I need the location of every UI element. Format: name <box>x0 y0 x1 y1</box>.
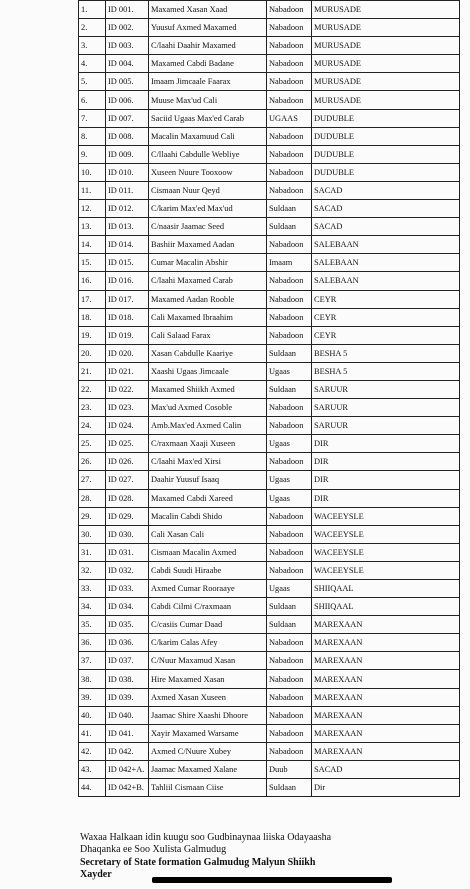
name-cell: Tahliil Cismaan Ciise <box>149 779 267 797</box>
row-number-cell: 20. <box>79 344 106 362</box>
id-cell: ID 015. <box>106 254 149 272</box>
row-number-cell: 17. <box>79 290 106 308</box>
name-cell: Axmed Xasan Xuseen <box>149 688 267 706</box>
table-row <box>79 489 460 507</box>
table-row <box>79 200 460 218</box>
table-row <box>79 688 460 706</box>
row-number-cell: 34. <box>79 598 106 616</box>
title-cell: Nabadoon <box>267 127 312 145</box>
id-cell: ID 035. <box>106 616 149 634</box>
clan-cell: MAREXAAN <box>312 706 460 724</box>
id-cell: ID 041. <box>106 724 149 742</box>
clan-cell: SACAD <box>312 200 460 218</box>
table-row <box>79 1 460 19</box>
clan-cell: SACAD <box>312 760 460 778</box>
title-cell: Nabadoon <box>267 326 312 344</box>
title-cell: Ugaas <box>267 489 312 507</box>
id-cell: ID 036. <box>106 634 149 652</box>
row-number-cell: 39. <box>79 688 106 706</box>
name-cell: Cabdi Cilmi C/raxmaan <box>149 598 267 616</box>
title-cell: Suldaan <box>267 616 312 634</box>
title-cell: Nabadoon <box>267 417 312 435</box>
table-row <box>79 471 460 489</box>
id-cell: ID 039. <box>106 688 149 706</box>
clan-cell: MAREXAAN <box>312 670 460 688</box>
id-cell: ID 007. <box>106 109 149 127</box>
row-number-cell: 8. <box>79 127 106 145</box>
clan-cell: SALEBAAN <box>312 254 460 272</box>
id-cell: ID 011. <box>106 181 149 199</box>
table-row <box>79 55 460 73</box>
title-cell: Nabadoon <box>267 670 312 688</box>
clan-cell: MAREXAAN <box>312 688 460 706</box>
name-cell: C/karim Max'ed Max'ud <box>149 200 267 218</box>
clan-cell: MURUSADE <box>312 1 460 19</box>
id-cell: ID 020. <box>106 344 149 362</box>
table-row <box>79 670 460 688</box>
clan-cell: CEYR <box>312 326 460 344</box>
name-cell: Jaamac Maxamed Xalane <box>149 760 267 778</box>
title-cell: Nabadoon <box>267 688 312 706</box>
row-number-cell: 42. <box>79 742 106 760</box>
table-row <box>79 109 460 127</box>
id-cell: ID 024. <box>106 417 149 435</box>
title-cell: Nabadoon <box>267 236 312 254</box>
title-cell: Nabadoon <box>267 561 312 579</box>
title-cell: Suldaan <box>267 598 312 616</box>
row-number-cell: 21. <box>79 362 106 380</box>
table-row <box>79 380 460 398</box>
id-cell: ID 025. <box>106 435 149 453</box>
title-cell: Imaam <box>267 254 312 272</box>
clan-cell: SHIIQAAL <box>312 598 460 616</box>
footer-note-line-1: Waxaa Halkaan idin kuugu soo Gudbinaynaa liiska Odayaasha <box>80 832 332 843</box>
table-row <box>79 91 460 109</box>
name-cell: Maxamed Shiikh Axmed <box>149 380 267 398</box>
table-row <box>79 19 460 37</box>
clan-cell: DIR <box>312 453 460 471</box>
clan-cell: SALEBAAN <box>312 272 460 290</box>
title-cell: Nabadoon <box>267 706 312 724</box>
table-row <box>79 308 460 326</box>
clan-cell: Dir <box>312 779 460 797</box>
table-row <box>79 127 460 145</box>
name-cell: Xayir Maxamed Warsame <box>149 724 267 742</box>
clan-cell: DIR <box>312 489 460 507</box>
id-cell: ID 032. <box>106 561 149 579</box>
clan-cell: CEYR <box>312 308 460 326</box>
title-cell: Nabadoon <box>267 308 312 326</box>
row-number-cell: 16. <box>79 272 106 290</box>
name-cell: C/laahi Max'ed Xirsi <box>149 453 267 471</box>
title-cell: Nabadoon <box>267 652 312 670</box>
clan-cell: DIR <box>312 435 460 453</box>
name-cell: Xasan Cabdulle Kaariye <box>149 344 267 362</box>
table-row <box>79 435 460 453</box>
row-number-cell: 9. <box>79 145 106 163</box>
row-number-cell: 22. <box>79 380 106 398</box>
title-cell: Nabadoon <box>267 1 312 19</box>
name-cell: Maxamed Aadan Rooble <box>149 290 267 308</box>
table-row <box>79 779 460 797</box>
id-cell: ID 016. <box>106 272 149 290</box>
clan-cell: BESHA 5 <box>312 362 460 380</box>
title-cell: Suldaan <box>267 779 312 797</box>
row-number-cell: 12. <box>79 200 106 218</box>
id-cell: ID 028. <box>106 489 149 507</box>
clan-cell: SALEBAAN <box>312 236 460 254</box>
signature-redaction-bar <box>152 877 392 883</box>
title-cell: Nabadoon <box>267 634 312 652</box>
table-row <box>79 344 460 362</box>
title-cell: Nabadoon <box>267 272 312 290</box>
name-cell: Yuusuf Axmed Maxamed <box>149 19 267 37</box>
id-cell: ID 019. <box>106 326 149 344</box>
id-cell: ID 029. <box>106 507 149 525</box>
title-cell: Suldaan <box>267 218 312 236</box>
table-row <box>79 254 460 272</box>
row-number-cell: 7. <box>79 109 106 127</box>
id-cell: ID 003. <box>106 37 149 55</box>
table-row <box>79 181 460 199</box>
clan-cell: MURUSADE <box>312 91 460 109</box>
clan-cell: BESHA 5 <box>312 344 460 362</box>
table-row <box>79 73 460 91</box>
name-cell: Muuse Max'ud Cali <box>149 91 267 109</box>
table-row <box>79 362 460 380</box>
name-cell: Cali Maxamed Ibraahim <box>149 308 267 326</box>
row-number-cell: 18. <box>79 308 106 326</box>
clan-cell: DUDUBLE <box>312 127 460 145</box>
name-cell: C/naasir Jaamac Seed <box>149 218 267 236</box>
table-row <box>79 507 460 525</box>
title-cell: Ugaas <box>267 471 312 489</box>
name-cell: C/Nuur Maxamud Xasan <box>149 652 267 670</box>
row-number-cell: 6. <box>79 91 106 109</box>
title-cell: Ugaas <box>267 435 312 453</box>
name-cell: Macalin Maxamuud Cali <box>149 127 267 145</box>
name-cell: Cali Salaad Farax <box>149 326 267 344</box>
secretary-signature-line-2: Xayder <box>80 869 112 880</box>
row-number-cell: 11. <box>79 181 106 199</box>
name-cell: Bashiir Maxamed Aadan <box>149 236 267 254</box>
clan-cell: SACAD <box>312 181 460 199</box>
clan-cell: MAREXAAN <box>312 616 460 634</box>
clan-cell: MURUSADE <box>312 37 460 55</box>
id-cell: ID 027. <box>106 471 149 489</box>
name-cell: C/raxmaan Xaaji Xuseen <box>149 435 267 453</box>
row-number-cell: 14. <box>79 236 106 254</box>
id-cell: ID 042. <box>106 742 149 760</box>
id-cell: ID 013. <box>106 218 149 236</box>
title-cell: Nabadoon <box>267 724 312 742</box>
name-cell: Cismaan Macalin Axmed <box>149 543 267 561</box>
row-number-cell: 43. <box>79 760 106 778</box>
elders-table <box>78 0 460 797</box>
row-number-cell: 13. <box>79 218 106 236</box>
table-row <box>79 417 460 435</box>
id-cell: ID 006. <box>106 91 149 109</box>
table-row <box>79 742 460 760</box>
row-number-cell: 35. <box>79 616 106 634</box>
name-cell: Axmed C/Nuure Xubey <box>149 742 267 760</box>
name-cell: Maxamed Cabdi Xareed <box>149 489 267 507</box>
table-row <box>79 236 460 254</box>
table-row <box>79 290 460 308</box>
row-number-cell: 41. <box>79 724 106 742</box>
row-number-cell: 36. <box>79 634 106 652</box>
table-row <box>79 760 460 778</box>
clan-cell: SARUUR <box>312 399 460 417</box>
row-number-cell: 24. <box>79 417 106 435</box>
name-cell: C/casiis Cumar Daad <box>149 616 267 634</box>
id-cell: ID 018. <box>106 308 149 326</box>
name-cell: Max'ud Axmed Cosoble <box>149 399 267 417</box>
clan-cell: MURUSADE <box>312 19 460 37</box>
name-cell: Cali Xasan Cali <box>149 525 267 543</box>
id-cell: ID 023. <box>106 399 149 417</box>
title-cell: Nabadoon <box>267 453 312 471</box>
id-cell: ID 038. <box>106 670 149 688</box>
name-cell: Cumar Macalin Abshir <box>149 254 267 272</box>
name-cell: Hire Maxamed Xasan <box>149 670 267 688</box>
name-cell: Saciid Ugaas Max'ed Carab <box>149 109 267 127</box>
table-row <box>79 218 460 236</box>
row-number-cell: 15. <box>79 254 106 272</box>
elders-table-body <box>79 1 460 797</box>
clan-cell: SHIIQAAL <box>312 580 460 598</box>
clan-cell: WACEEYSLE <box>312 543 460 561</box>
title-cell: UGAAS <box>267 109 312 127</box>
row-number-cell: 5. <box>79 73 106 91</box>
id-cell: ID 033. <box>106 580 149 598</box>
id-cell: ID 031. <box>106 543 149 561</box>
id-cell: ID 008. <box>106 127 149 145</box>
name-cell: C/llaahi Cabdulle Webliye <box>149 145 267 163</box>
row-number-cell: 10. <box>79 163 106 181</box>
clan-cell: MAREXAAN <box>312 634 460 652</box>
row-number-cell: 31. <box>79 543 106 561</box>
table-row <box>79 163 460 181</box>
clan-cell: CEYR <box>312 290 460 308</box>
id-cell: ID 002. <box>106 19 149 37</box>
table-row <box>79 706 460 724</box>
name-cell: C/laahi Maxamed Carab <box>149 272 267 290</box>
name-cell: Xaashi Ugaas Jimcaale <box>149 362 267 380</box>
clan-cell: SARUUR <box>312 417 460 435</box>
title-cell: Ugaas <box>267 362 312 380</box>
row-number-cell: 44. <box>79 779 106 797</box>
clan-cell: SACAD <box>312 218 460 236</box>
title-cell: Nabadoon <box>267 742 312 760</box>
table-row <box>79 272 460 290</box>
title-cell: Nabadoon <box>267 91 312 109</box>
id-cell: ID 040. <box>106 706 149 724</box>
clan-cell: DUDUBLE <box>312 163 460 181</box>
id-cell: ID 026. <box>106 453 149 471</box>
title-cell: Nabadoon <box>267 145 312 163</box>
table-row <box>79 399 460 417</box>
name-cell: Cabdi Suudi Hiraabe <box>149 561 267 579</box>
title-cell: Nabadoon <box>267 507 312 525</box>
id-cell: ID 030. <box>106 525 149 543</box>
clan-cell: MAREXAAN <box>312 742 460 760</box>
id-cell: ID 001. <box>106 1 149 19</box>
row-number-cell: 37. <box>79 652 106 670</box>
name-cell: Xuseen Nuure Tooxoow <box>149 163 267 181</box>
table-row <box>79 145 460 163</box>
name-cell: C/laahi Daahir Maxamed <box>149 37 267 55</box>
row-number-cell: 25. <box>79 435 106 453</box>
title-cell: Nabadoon <box>267 399 312 417</box>
id-cell: ID 021. <box>106 362 149 380</box>
id-cell: ID 037. <box>106 652 149 670</box>
name-cell: Cismaan Nuur Qeyd <box>149 181 267 199</box>
row-number-cell: 2. <box>79 19 106 37</box>
clan-cell: MAREXAAN <box>312 652 460 670</box>
title-cell: Suldaan <box>267 380 312 398</box>
id-cell: ID 004. <box>106 55 149 73</box>
clan-cell: SARUUR <box>312 380 460 398</box>
title-cell: Nabadoon <box>267 55 312 73</box>
id-cell: ID 010. <box>106 163 149 181</box>
name-cell: Axmed Cumar Rooraaye <box>149 580 267 598</box>
title-cell: Duub <box>267 760 312 778</box>
clan-cell: MURUSADE <box>312 73 460 91</box>
name-cell: Imaam Jimcaale Faarax <box>149 73 267 91</box>
clan-cell: WACEEYSLE <box>312 507 460 525</box>
title-cell: Nabadoon <box>267 290 312 308</box>
id-cell: ID 042+B. <box>106 779 149 797</box>
table-row <box>79 724 460 742</box>
name-cell: Amb.Max'ed Axmed Calin <box>149 417 267 435</box>
table-row <box>79 37 460 55</box>
id-cell: ID 005. <box>106 73 149 91</box>
title-cell: Ugaas <box>267 580 312 598</box>
row-number-cell: 28. <box>79 489 106 507</box>
name-cell: Maxamed Xasan Xaad <box>149 1 267 19</box>
table-row <box>79 652 460 670</box>
row-number-cell: 27. <box>79 471 106 489</box>
clan-cell: MURUSADE <box>312 55 460 73</box>
title-cell: Nabadoon <box>267 19 312 37</box>
table-row <box>79 326 460 344</box>
table-row <box>79 598 460 616</box>
row-number-cell: 30. <box>79 525 106 543</box>
clan-cell: MAREXAAN <box>312 724 460 742</box>
clan-cell: DUDUBLE <box>312 109 460 127</box>
title-cell: Nabadoon <box>267 181 312 199</box>
row-number-cell: 38. <box>79 670 106 688</box>
name-cell: Jaamac Shire Xaashi Dhoore <box>149 706 267 724</box>
row-number-cell: 29. <box>79 507 106 525</box>
footer-note-line-2: Dhaqanka ee Soo Xulista Galmudug <box>80 844 227 855</box>
id-cell: ID 012. <box>106 200 149 218</box>
row-number-cell: 23. <box>79 399 106 417</box>
id-cell: ID 014. <box>106 236 149 254</box>
row-number-cell: 1. <box>79 1 106 19</box>
table-row <box>79 525 460 543</box>
table-row <box>79 561 460 579</box>
title-cell: Nabadoon <box>267 37 312 55</box>
row-number-cell: 26. <box>79 453 106 471</box>
name-cell: Maxamed Cabdi Badane <box>149 55 267 73</box>
clan-cell: DUDUBLE <box>312 145 460 163</box>
clan-cell: DIR <box>312 471 460 489</box>
row-number-cell: 19. <box>79 326 106 344</box>
row-number-cell: 4. <box>79 55 106 73</box>
row-number-cell: 3. <box>79 37 106 55</box>
id-cell: ID 022. <box>106 380 149 398</box>
row-number-cell: 40. <box>79 706 106 724</box>
table-row <box>79 543 460 561</box>
table-row <box>79 634 460 652</box>
title-cell: Suldaan <box>267 200 312 218</box>
title-cell: Suldaan <box>267 344 312 362</box>
clan-cell: WACEEYSLE <box>312 561 460 579</box>
name-cell: Macalin Cabdi Shido <box>149 507 267 525</box>
name-cell: Daahir Yuusuf Isaaq <box>149 471 267 489</box>
row-number-cell: 32. <box>79 561 106 579</box>
title-cell: Nabadoon <box>267 73 312 91</box>
title-cell: Nabadoon <box>267 163 312 181</box>
title-cell: Nabadoon <box>267 525 312 543</box>
row-number-cell: 33. <box>79 580 106 598</box>
title-cell: Nabadoon <box>267 543 312 561</box>
table-row <box>79 580 460 598</box>
table-row <box>79 453 460 471</box>
secretary-signature-line-1: Secretary of State formation Galmudug Malyun Shiikh <box>80 857 316 868</box>
clan-cell: WACEEYSLE <box>312 525 460 543</box>
table-row <box>79 616 460 634</box>
id-cell: ID 042+A. <box>106 760 149 778</box>
id-cell: ID 034. <box>106 598 149 616</box>
name-cell: C/karim Calas Afey <box>149 634 267 652</box>
id-cell: ID 017. <box>106 290 149 308</box>
id-cell: ID 009. <box>106 145 149 163</box>
